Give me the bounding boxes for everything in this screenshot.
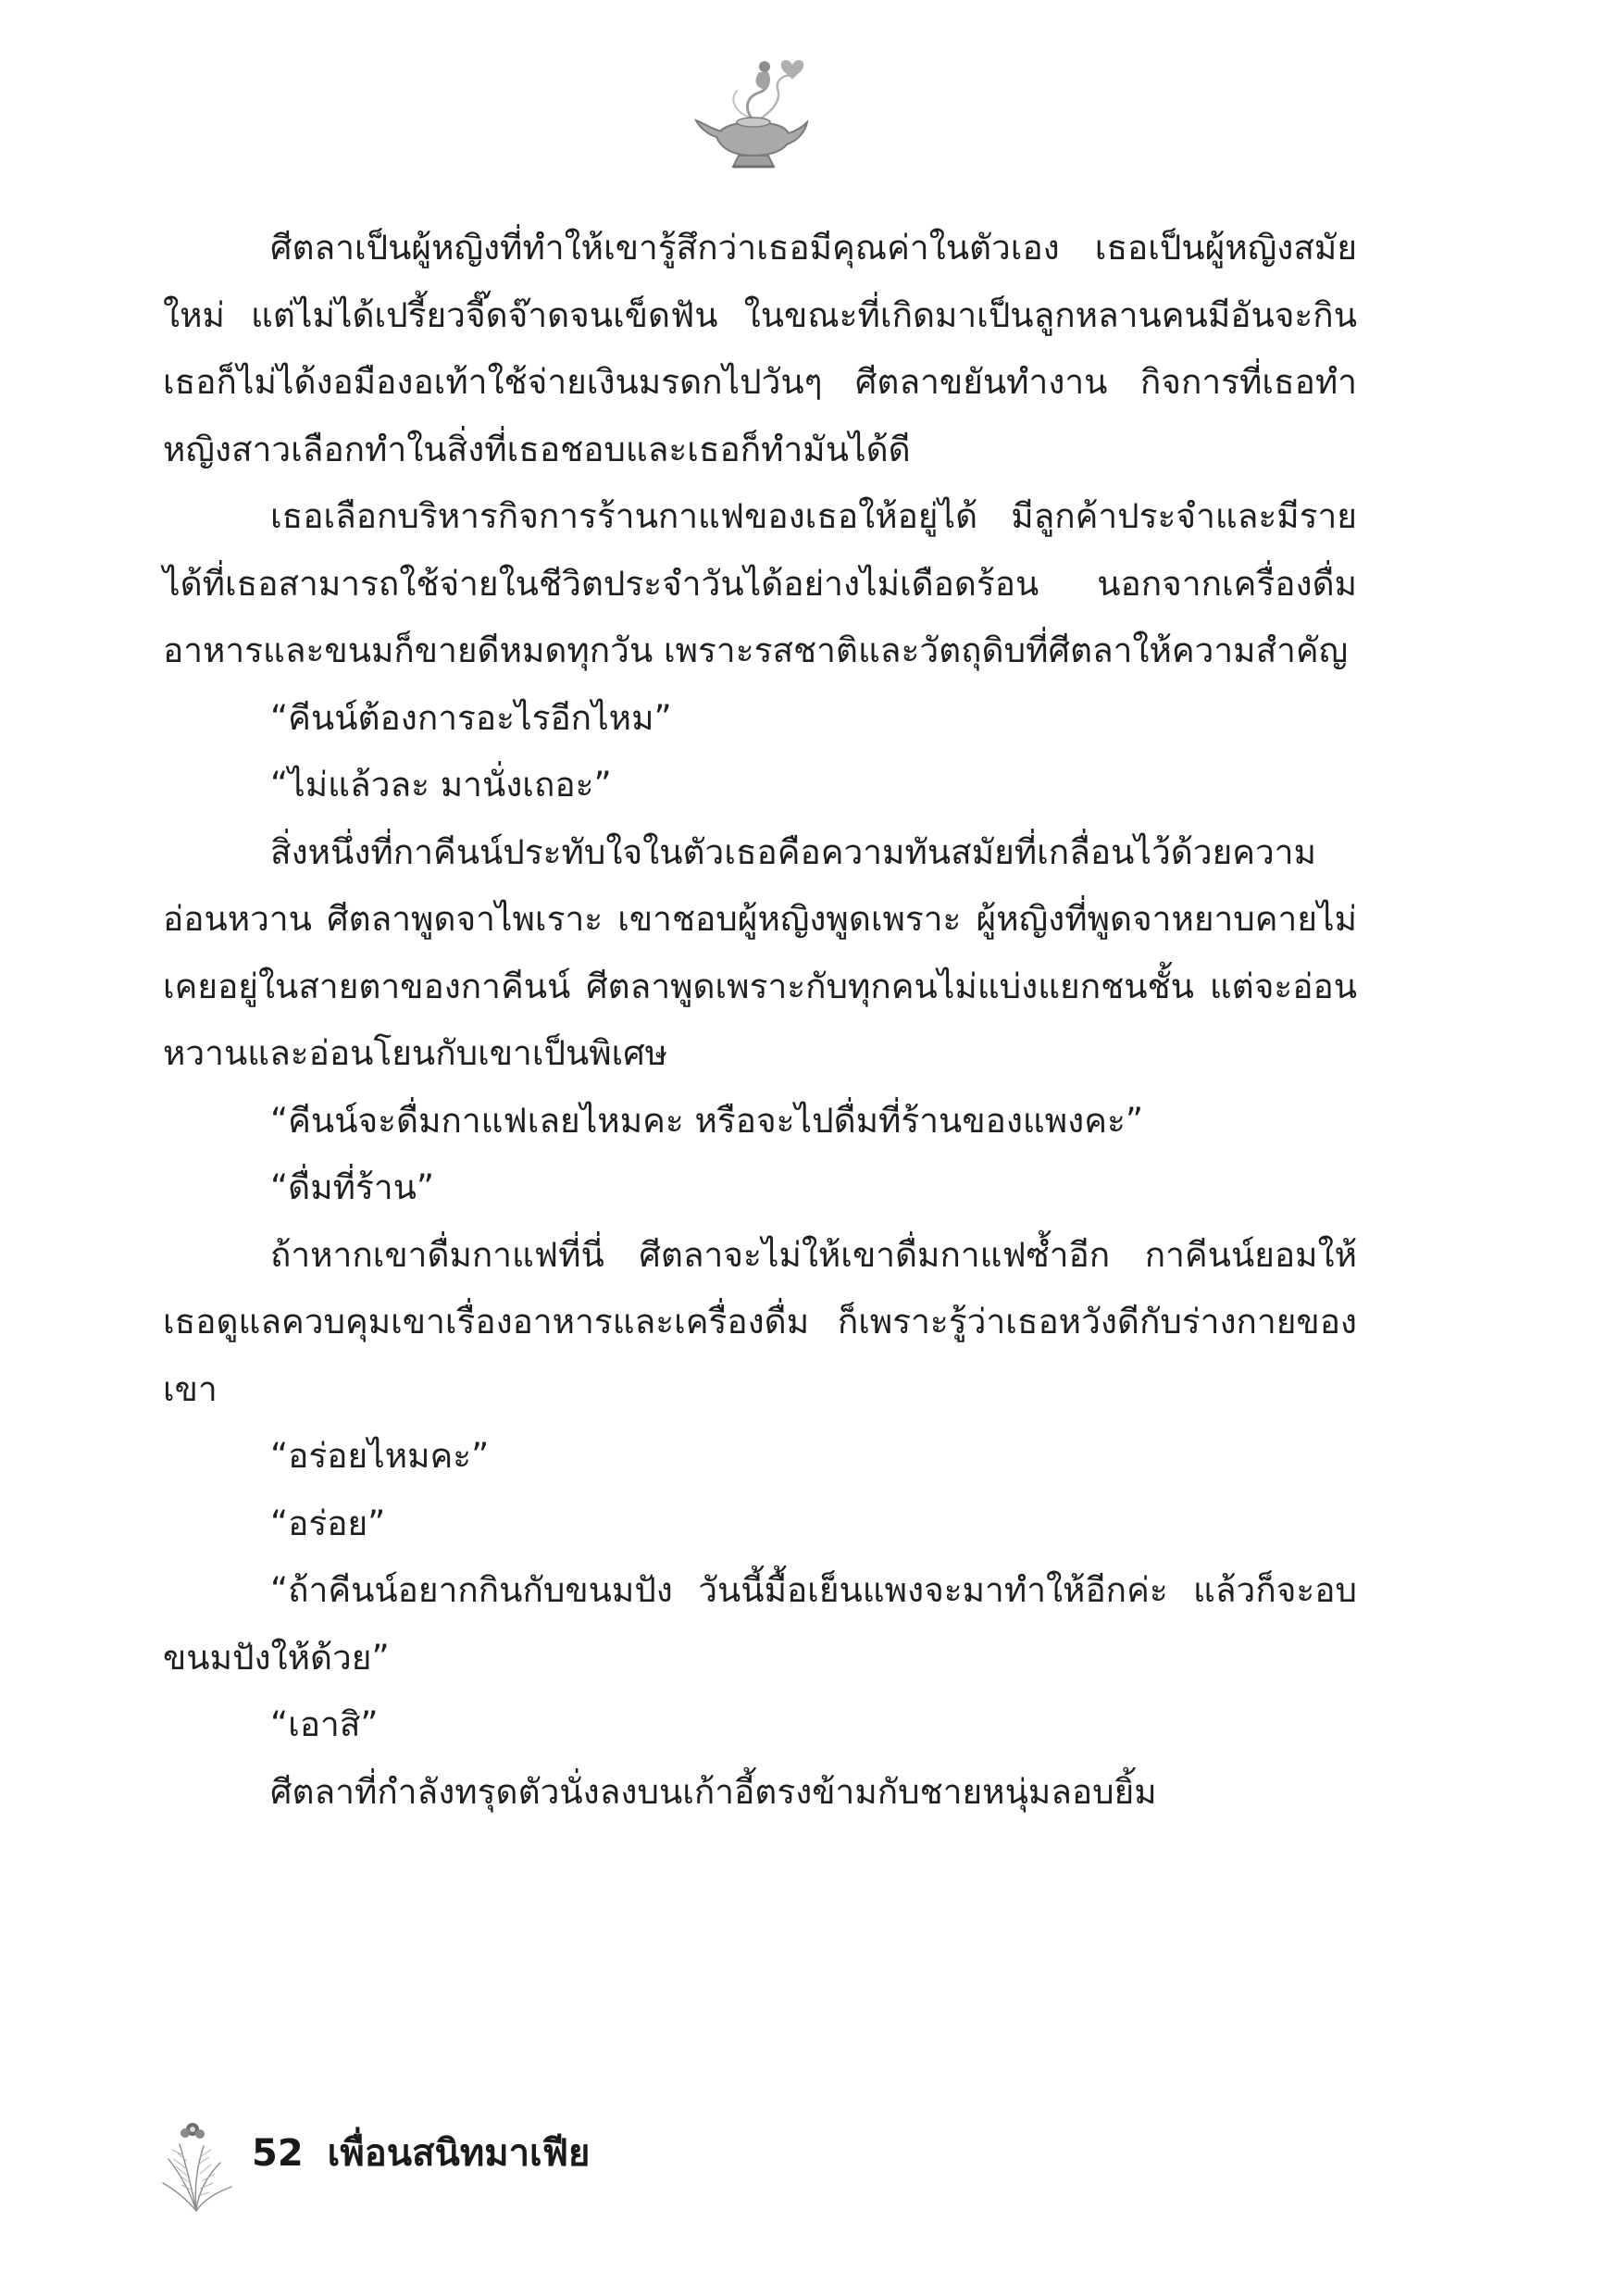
dialogue-line: “ดื่มที่ร้าน” [270,1167,435,1207]
book-title: เพื่อนสนิทมาเฟีย [327,2132,591,2175]
dialogue-line: “อร่อย” [270,1503,386,1543]
paragraph: ถ้าหากเขาดื่มกาแฟที่นี่ ศีตลาจะไม่ให้เขาดื่มกาแฟซ้ำอีก กาคีนน์ยอมให้เธอดูแลควบคุมเขาเรื่องอาหารและเครื่องดื่ม ก็เพราะรู้ว่าเธอหวังดีกับร่างกายของเขา [163,1234,1357,1409]
page-number: 52 [252,2132,304,2175]
paragraph: เธอเลือกบริหารกิจการร้านกาแฟของเธอให้อยู่ได้ มีลูกค้าประจำและมีรายได้ที่เธอสามารถใช้จ่ายในชีวิตประจำวันได้อย่างไม่เดือดร้อน นอกจากเครื่องดื่ม อาหารและขนมก็ขายดีหมดทุกวัน เพราะรสชาติและวัตถุดิบที่ศีตลาให้ความสำคัญ [163,496,1357,670]
dialogue-line: “คีนน์ต้องการอะไรอีกไหม” [270,697,672,738]
paragraph: ศีตลาที่กำลังทรุดตัวนั่งลงบนเก้าอี้ตรงข้ามกับชายหนุ่มลอบยิ้ม [270,1771,1157,1812]
page-footer [252,2126,590,2181]
dialogue-line: “คีนน์จะดื่มกาแฟเลยไหมคะ หรือจะไปดื่มที่ร้านของแพงคะ” [270,1100,1144,1141]
dialogue-line: “ถ้าคีนน์อยากกินกับขนมปัง วันนี้มื้อเย็นแพงจะมาทำให้อีกค่ะ แล้วก็จะอบขนมปังให้ด้วย” [163,1570,1357,1678]
genie-lamp-icon [689,48,818,178]
dialogue-line: “ไม่แล้วละ มานั่งเถอะ” [270,765,612,805]
dialogue-line: “เอาสิ” [270,1704,379,1744]
paragraph: ศีตลาเป็นผู้หญิงที่ทำให้เขารู้สึกว่าเธอมีคุณค่าในตัวเอง เธอเป็นผู้หญิงสมัยใหม่ แต่ไม่ได้เปรี้ยวจี๊ดจ๊าดจนเข็ดฟัน ในขณะที่เกิดมาเป็นลูกหลานคนมีอันจะกิน เธอก็ไม่ได้งอมืองอเท้าใช้จ่ายเงินมรดกไปวันๆ ศีตลาขยันทำงาน กิจการที่เธอทำ หญิงสาวเลือกทำในสิ่งที่เธอชอบและเธอก็ทำมันได้ดี [163,228,1357,469]
body-text [163,215,1357,1826]
feather-flower-icon [159,2118,250,2215]
dialogue-line: “อร่อยไหมคะ” [270,1436,490,1476]
paragraph: สิ่งหนึ่งที่กาคีนน์ประทับใจในตัวเธอคือความทันสมัยที่เกลื่อนไว้ด้วยความอ่อนหวาน ศีตลาพูดจาไพเราะ เขาชอบผู้หญิงพูดเพราะ ผู้หญิงที่พูดจาหยาบคายไม่เคยอยู่ในสายตาของกาคีนน์ ศีตลาพูดเพราะกับทุกคนไม่แบ่งแยกชนชั้น แต่จะอ่อนหวานและอ่อนโยนกับเขาเป็นพิเศษ [163,831,1357,1073]
